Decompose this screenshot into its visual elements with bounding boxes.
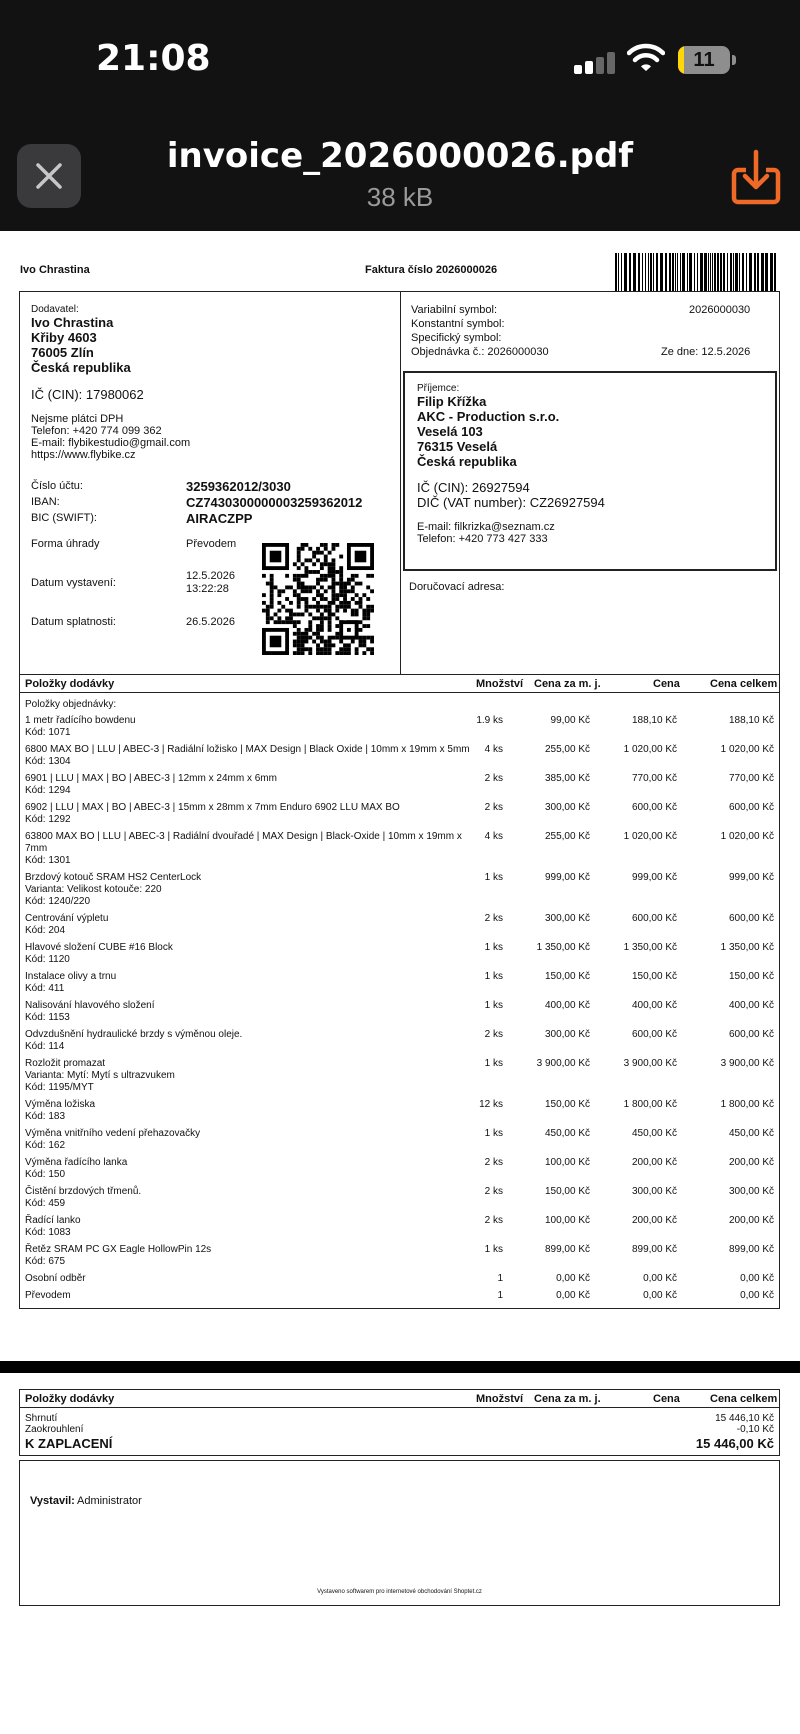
- item-name: Osobní odběr: [25, 1273, 86, 1284]
- issue-date-value: 12.5.2026: [186, 570, 235, 582]
- item-quantity: 1 ks: [484, 942, 503, 953]
- item-detail: Kód: 459: [25, 1198, 66, 1209]
- page-separator: [0, 1361, 800, 1373]
- item-quantity: 2 ks: [484, 1029, 503, 1040]
- item-price: 200,00 Kč: [631, 1157, 677, 1168]
- item-detail: 7mm: [25, 843, 48, 854]
- item-quantity: 12 ks: [479, 1099, 503, 1110]
- supplier-web[interactable]: https://www.flybike.cz: [31, 449, 136, 461]
- summary-label: Shrnutí: [25, 1413, 58, 1424]
- item-price: 200,00 Kč: [631, 1215, 677, 1226]
- item-name: Řadící lanko: [25, 1215, 81, 1226]
- recipient-phone: Telefon: +420 773 427 333: [417, 533, 548, 545]
- iban-label: IBAN:: [31, 496, 60, 508]
- sum-col-total: Cena celkem: [710, 1393, 778, 1405]
- recipient-email: E-mail: filkrizka@seznam.cz: [417, 521, 555, 533]
- item-quantity: 1 ks: [484, 1244, 503, 1255]
- item-unit-price: 255,00 Kč: [544, 831, 590, 842]
- recipient-city: 76315 Veselá: [417, 439, 498, 454]
- sum-col-quantity: Množství: [476, 1393, 524, 1405]
- item-price: 770,00 Kč: [631, 773, 677, 784]
- item-total: 150,00 Kč: [728, 971, 774, 982]
- variable-symbol-value: 2026000030: [689, 304, 751, 316]
- item-total: 770,00 Kč: [728, 773, 774, 784]
- supplier-country: Česká republika: [31, 360, 131, 375]
- item-unit-price: 150,00 Kč: [544, 1099, 590, 1110]
- item-price: 1 020,00 Kč: [623, 744, 677, 755]
- col-unit-price: Cena za m. j.: [534, 678, 601, 690]
- item-name: Výměna ložiska: [25, 1099, 96, 1110]
- supplier-label: Dodavatel:: [31, 304, 79, 315]
- item-name: 6902 | LLU | MAX | BO | ABEC-3 | 15mm x 28mm x 7mm Enduro 6902 LLU MAX BO: [25, 802, 400, 813]
- issue-time-value: 13:22:28: [186, 583, 229, 595]
- battery-icon: [678, 46, 730, 74]
- item-price: 150,00 Kč: [631, 971, 677, 982]
- item-price: 600,00 Kč: [631, 1029, 677, 1040]
- item-detail: Kód: 204: [25, 925, 66, 936]
- item-total: 600,00 Kč: [728, 913, 774, 924]
- item-price: 1 350,00 Kč: [623, 942, 677, 953]
- item-unit-price: 100,00 Kč: [544, 1157, 590, 1168]
- item-total: 1 350,00 Kč: [720, 942, 774, 953]
- item-unit-price: 999,00 Kč: [544, 872, 590, 883]
- item-unit-price: 1 350,00 Kč: [536, 942, 590, 953]
- variable-symbol-label: Variabilní symbol:: [411, 304, 497, 316]
- issued-by-label: Vystavil:: [30, 1495, 75, 1507]
- recipient-box: [403, 371, 777, 571]
- rounding-label: Zaokrouhlení: [25, 1424, 84, 1435]
- item-price: 1 020,00 Kč: [623, 831, 677, 842]
- item-detail: Kód: 411: [25, 983, 65, 994]
- issued-by-value: Administrator: [77, 1495, 142, 1507]
- supplier-street: Křiby 4603: [31, 330, 97, 345]
- status-time: 21:08: [96, 38, 211, 79]
- col-items: Položky dodávky: [25, 678, 115, 690]
- item-price: 600,00 Kč: [631, 913, 677, 924]
- item-total: 600,00 Kč: [728, 802, 774, 813]
- item-quantity: 1: [497, 1273, 503, 1284]
- item-price: 899,00 Kč: [631, 1244, 677, 1255]
- supplier-name: Ivo Chrastina: [31, 315, 114, 330]
- supplier-email: E-mail: flybikestudio@gmail.com: [31, 437, 191, 449]
- item-unit-price: 100,00 Kč: [544, 1215, 590, 1226]
- bank-account-value: 3259362012/3030: [186, 479, 291, 494]
- item-name: Instalace olivy a trnu: [25, 971, 117, 982]
- item-detail: Kód: 150: [25, 1169, 66, 1180]
- order-date: Ze dne: 12.5.2026: [661, 346, 751, 358]
- item-name: Odvzdušnění hydraulické brzdy s výměnou oleje.: [25, 1029, 243, 1040]
- item-quantity: 2 ks: [484, 913, 503, 924]
- item-name: Výměna vnitřního vedení přehazovačky: [25, 1128, 201, 1139]
- sum-col-unit-price: Cena za m. j.: [534, 1393, 601, 1405]
- item-total: 0,00 Kč: [740, 1290, 774, 1301]
- file-name: invoice_2026000026.pdf: [166, 136, 634, 176]
- recipient-label: Příjemce:: [417, 383, 460, 394]
- recipient-street: Veselá 103: [417, 424, 483, 439]
- item-name: 6800 MAX BO | LLU | ABEC-3 | Radiální ložisko | MAX Design | Black Oxide | 10mm x 19mm x 5mm: [25, 744, 470, 755]
- item-detail: Kód: 1153: [25, 1012, 70, 1023]
- issue-date-label: Datum vystavení:: [31, 577, 116, 589]
- item-detail: Kód: 1071: [25, 727, 71, 738]
- payment-method-value: Převodem: [186, 538, 237, 550]
- share-button[interactable]: [728, 148, 784, 208]
- pdf-page: [0, 231, 800, 1734]
- item-unit-price: 255,00 Kč: [544, 744, 590, 755]
- col-total: Cena celkem: [710, 678, 778, 690]
- invoice-number: Faktura číslo 2026000026: [365, 264, 498, 276]
- due-date-label: Datum splatnosti:: [31, 616, 116, 628]
- item-price: 1 800,00 Kč: [623, 1099, 677, 1110]
- item-quantity: 2 ks: [484, 773, 503, 784]
- due-date-value: 26.5.2026: [186, 616, 235, 628]
- item-quantity: 1 ks: [484, 971, 503, 982]
- item-name: Brzdový kotouč SRAM HS2 CenterLock: [25, 872, 202, 883]
- item-name: Nalisování hlavového složení: [25, 1000, 155, 1011]
- item-name: Čistění brzdových třmenů.: [25, 1186, 142, 1197]
- wifi-icon: [627, 43, 665, 73]
- item-total: 600,00 Kč: [728, 1029, 774, 1040]
- barcode-image: [615, 253, 777, 291]
- bic-label: BIC (SWIFT):: [31, 512, 97, 524]
- iban-value: CZ7430300000003259362012: [186, 495, 363, 510]
- item-total: 188,10 Kč: [728, 715, 774, 726]
- summary-table-header: [20, 1390, 779, 1408]
- item-price: 3 900,00 Kč: [623, 1058, 677, 1069]
- delivery-address-label: Doručovací adresa:: [409, 581, 505, 593]
- item-price: 0,00 Kč: [643, 1273, 677, 1284]
- item-detail: Kód: 1301: [25, 855, 71, 866]
- item-quantity: 2 ks: [484, 1186, 503, 1197]
- item-unit-price: 150,00 Kč: [544, 971, 590, 982]
- item-detail: Kód: 1240/220: [25, 896, 91, 907]
- item-name: Centrování výpletu: [25, 913, 109, 924]
- item-name: Výměna řadícího lanka: [25, 1157, 128, 1168]
- item-detail: Kód: 675: [25, 1256, 66, 1267]
- item-total: 0,00 Kč: [740, 1273, 774, 1284]
- item-unit-price: 300,00 Kč: [544, 1029, 590, 1040]
- item-name: Hlavové složení CUBE #16 Block: [25, 942, 173, 953]
- item-unit-price: 150,00 Kč: [544, 1186, 590, 1197]
- item-price: 600,00 Kč: [631, 802, 677, 813]
- supplier-ic: IČ (CIN): 17980062: [31, 387, 144, 402]
- recipient-dic: DIČ (VAT number): CZ26927594: [417, 495, 605, 510]
- item-quantity: 2 ks: [484, 802, 503, 813]
- item-total: 1 020,00 Kč: [720, 744, 774, 755]
- item-total: 200,00 Kč: [728, 1157, 774, 1168]
- col-price: Cena: [653, 678, 680, 690]
- item-quantity: 1 ks: [484, 1128, 503, 1139]
- item-detail: Varianta: Velikost kotouče: 220: [25, 884, 162, 895]
- item-name: 63800 MAX BO | LLU | ABEC-3 | Radiální dvouřadé | MAX Design | Black-Oxide | 10mm x 19mm x: [25, 831, 462, 842]
- item-price: 400,00 Kč: [631, 1000, 677, 1011]
- sum-col-items: Položky dodávky: [25, 1393, 115, 1405]
- item-detail: Varianta: Mytí: Mytí s ultrazvukem: [25, 1070, 175, 1081]
- file-size: 38 kB: [366, 182, 434, 212]
- item-quantity: 4 ks: [484, 831, 503, 842]
- item-quantity: 4 ks: [484, 744, 503, 755]
- issuer-box: [19, 1460, 780, 1606]
- item-quantity: 1 ks: [484, 872, 503, 883]
- supplier-phone: Telefon: +420 774 099 362: [31, 425, 162, 437]
- cellular-signal-icon: [574, 52, 614, 74]
- item-detail: Kód: 183: [25, 1111, 66, 1122]
- recipient-name: Filip Křížka: [417, 394, 487, 409]
- constant-symbol-label: Konstantní symbol:: [411, 318, 505, 330]
- item-price: 300,00 Kč: [631, 1186, 677, 1197]
- item-quantity: 1 ks: [484, 1058, 503, 1069]
- item-total: 3 900,00 Kč: [720, 1058, 774, 1069]
- rounding-value: -0,10 Kč: [736, 1424, 774, 1435]
- item-unit-price: 0,00 Kč: [556, 1273, 590, 1284]
- item-total: 450,00 Kč: [728, 1128, 774, 1139]
- item-detail: Kód: 1195/MYT: [25, 1082, 94, 1093]
- item-unit-price: 3 900,00 Kč: [536, 1058, 590, 1069]
- sum-col-price: Cena: [653, 1393, 680, 1405]
- header-seller-name: Ivo Chrastina: [20, 264, 90, 276]
- item-total: 1 800,00 Kč: [720, 1099, 774, 1110]
- payment-method-label: Forma úhrady: [31, 538, 100, 550]
- order-number: Objednávka č.: 2026000030: [411, 346, 549, 358]
- item-detail: Kód: 1120: [25, 954, 70, 965]
- item-unit-price: 385,00 Kč: [544, 773, 590, 784]
- supplier-vat-note: Nejsme plátci DPH: [31, 413, 124, 425]
- item-detail: Kód: 162: [25, 1140, 66, 1151]
- item-price: 0,00 Kč: [643, 1290, 677, 1301]
- bic-value: AIRACZPP: [186, 511, 253, 526]
- share-download-icon: [734, 152, 778, 202]
- item-unit-price: 300,00 Kč: [544, 913, 590, 924]
- item-total: 300,00 Kč: [728, 1186, 774, 1197]
- items-table: [19, 674, 780, 1309]
- item-unit-price: 300,00 Kč: [544, 802, 590, 813]
- item-price: 188,10 Kč: [631, 715, 677, 726]
- item-quantity: 1.9 ks: [476, 715, 503, 726]
- item-quantity: 1 ks: [484, 1000, 503, 1011]
- battery-percent: 11: [693, 49, 715, 71]
- recipient-company: AKC - Production s.r.o.: [417, 409, 560, 424]
- item-name: 1 metr řadícího bowdenu: [25, 715, 136, 726]
- item-name: Řetěz SRAM PC GX Eagle HollowPin 12s: [25, 1244, 212, 1255]
- item-detail: Kód: 1083: [25, 1227, 71, 1238]
- battery-nub: [732, 55, 736, 65]
- item-name: 6901 | LLU | MAX | BO | ABEC-3 | 12mm x 24mm x 6mm: [25, 773, 277, 784]
- item-detail: Kód: 114: [25, 1041, 65, 1052]
- item-quantity: 2 ks: [484, 1215, 503, 1226]
- item-unit-price: 400,00 Kč: [544, 1000, 590, 1011]
- item-price: 450,00 Kč: [631, 1128, 677, 1139]
- item-unit-price: 450,00 Kč: [544, 1128, 590, 1139]
- item-name: Rozložit promazat: [25, 1058, 106, 1069]
- items-subheading: Položky objednávky:: [25, 699, 117, 710]
- item-detail: Kód: 1294: [25, 785, 71, 796]
- amount-due-value: 15 446,00 Kč: [695, 1436, 774, 1451]
- software-note: Vystaveno softwarem pro internetové obchodování Shoptet.cz: [317, 1589, 482, 1595]
- item-detail: Kód: 1304: [25, 756, 71, 767]
- item-unit-price: 99,00 Kč: [550, 715, 590, 726]
- viewer-header: [0, 0, 800, 231]
- recipient-ic: IČ (CIN): 26927594: [417, 480, 530, 495]
- item-price: 999,00 Kč: [631, 872, 677, 883]
- item-total: 200,00 Kč: [728, 1215, 774, 1226]
- amount-due-label: K ZAPLACENÍ: [25, 1436, 113, 1451]
- recipient-country: Česká republika: [417, 454, 517, 469]
- item-unit-price: 899,00 Kč: [544, 1244, 590, 1255]
- item-detail: Kód: 1292: [25, 814, 71, 825]
- item-quantity: 1: [497, 1290, 503, 1301]
- col-quantity: Množství: [476, 678, 524, 690]
- qr-code-image: [262, 543, 374, 655]
- item-total: 1 020,00 Kč: [720, 831, 774, 842]
- item-total: 999,00 Kč: [728, 872, 774, 883]
- item-unit-price: 0,00 Kč: [556, 1290, 590, 1301]
- specific-symbol-label: Specifický symbol:: [411, 332, 502, 344]
- item-total: 400,00 Kč: [728, 1000, 774, 1011]
- supplier-city: 76005 Zlín: [31, 345, 94, 360]
- item-quantity: 2 ks: [484, 1157, 503, 1168]
- summary-table: [19, 1389, 780, 1456]
- item-name: Převodem: [25, 1290, 71, 1301]
- items-table-header: [20, 675, 779, 693]
- bank-account-label: Číslo účtu:: [31, 480, 83, 492]
- item-total: 899,00 Kč: [728, 1244, 774, 1255]
- summary-value: 15 446,10 Kč: [715, 1413, 774, 1424]
